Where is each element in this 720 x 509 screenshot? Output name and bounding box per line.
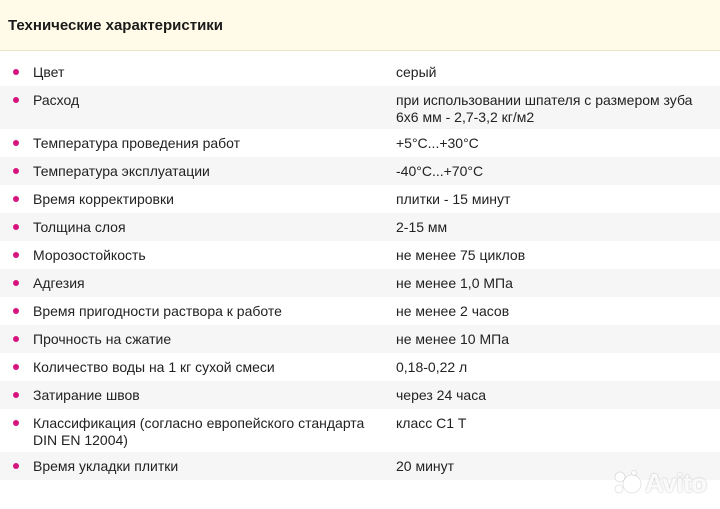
spec-label: Время укладки плитки	[33, 458, 179, 474]
spec-value: не менее 2 часов	[396, 303, 510, 319]
spec-label: Температура эксплуатации	[33, 163, 210, 179]
spec-value: 2-15 мм	[396, 219, 448, 235]
spec-value: не менее 1,0 МПа	[396, 275, 513, 291]
spec-row-work-temperature	[0, 129, 720, 157]
bullet-icon	[13, 308, 19, 314]
bullet-icon	[13, 196, 19, 202]
spec-value: +5°C...+30°C	[396, 135, 479, 151]
spec-row-water-amount	[0, 353, 720, 381]
spec-value: 0,18-0,22 л	[396, 359, 468, 375]
bullet-icon	[13, 140, 19, 146]
spec-row-classification	[0, 409, 720, 452]
spec-value: 20 минут	[396, 458, 455, 474]
spec-label: Время корректировки	[33, 191, 174, 207]
section-header	[0, 0, 720, 51]
bullet-icon	[13, 69, 19, 75]
spec-label: Классификация (согласно европейского стандарта DIN EN 12004)	[33, 415, 365, 448]
spec-value: класс С1 Т	[396, 415, 467, 431]
spec-row-adhesion	[0, 269, 720, 297]
spec-label: Температура проведения работ	[33, 135, 241, 151]
bullet-icon	[13, 280, 19, 286]
spec-value: плитки - 15 минут	[396, 191, 511, 207]
spec-row-consumption	[0, 86, 720, 129]
spec-label: Цвет	[33, 64, 65, 80]
bullet-icon	[13, 420, 19, 426]
spec-value: через 24 часа	[396, 387, 486, 403]
spec-label: Затирание швов	[33, 387, 140, 403]
spec-row-color	[0, 58, 720, 86]
bullet-icon	[13, 463, 19, 469]
spec-label: Морозостойкость	[33, 247, 146, 263]
bullet-icon	[13, 97, 19, 103]
bullet-icon	[13, 224, 19, 230]
avito-watermark	[612, 468, 707, 498]
bullet-icon	[13, 168, 19, 174]
bullet-icon	[13, 336, 19, 342]
spec-row-layer-thickness	[0, 213, 720, 241]
spec-label: Прочность на сжатие	[33, 331, 172, 347]
spec-row-correction-time	[0, 185, 720, 213]
spec-row-compressive-strength	[0, 325, 720, 353]
avito-logo-icon	[612, 470, 642, 496]
spec-value: не менее 10 МПа	[396, 331, 509, 347]
spec-row-pot-life	[0, 297, 720, 325]
specs-list	[0, 58, 720, 480]
spec-row-grouting	[0, 381, 720, 409]
spec-label: Время пригодности раствора к работе	[33, 303, 282, 319]
spec-value: серый	[396, 64, 437, 80]
spec-row-frost-resistance	[0, 241, 720, 269]
spec-value: -40°C...+70°C	[396, 163, 484, 179]
spec-label: Толщина слоя	[33, 219, 126, 235]
bullet-icon	[13, 252, 19, 258]
section-title: Технические характеристики	[8, 17, 224, 34]
bullet-icon	[13, 364, 19, 370]
spec-label: Количество воды на 1 кг сухой смеси	[33, 359, 275, 375]
spec-value: при использовании шпателя с размером зуба 6х6 мм - 2,7-3,2 кг/м2	[396, 92, 693, 125]
bullet-icon	[13, 392, 19, 398]
watermark-text: Avito	[645, 467, 707, 498]
spec-label: Адгезия	[33, 275, 85, 291]
spec-row-service-temperature	[0, 157, 720, 185]
spec-label: Расход	[33, 92, 80, 108]
spec-value: не менее 75 циклов	[396, 247, 526, 263]
